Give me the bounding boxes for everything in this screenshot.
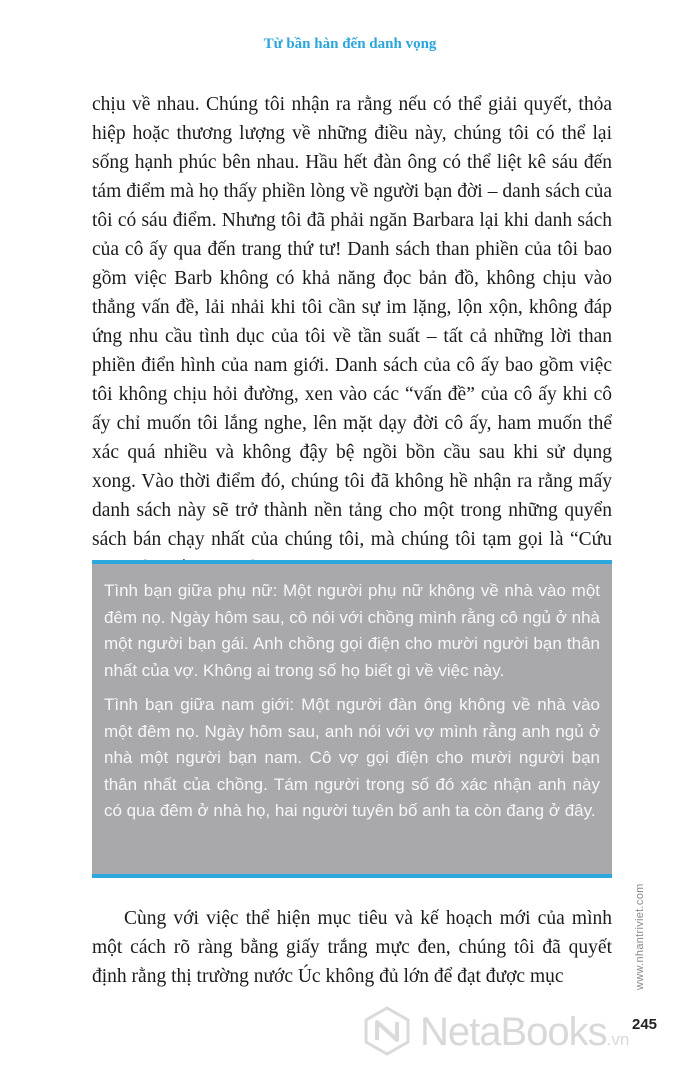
publisher-url: www.nhantriviet.com <box>634 883 646 990</box>
page-number: 245 <box>632 1016 658 1033</box>
callout-content <box>104 578 600 833</box>
netabooks-watermark <box>362 1006 692 1058</box>
netabooks-logo-icon <box>362 1006 412 1056</box>
watermark-brand: NetaBooks <box>420 1010 607 1054</box>
callout-paragraph-1: Tình bạn giữa phụ nữ: Một người phụ nữ không về nhà vào một đêm nọ. Ngày hôm sau, cô nói với chồng mình rằng cô ngủ ở nhà một người bạn gái. Anh chồng gọi điện cho mười người bạn thân nhất của vợ. Không ai trong số họ biết gì về việc này. <box>104 581 600 680</box>
callout-box <box>92 560 612 878</box>
body-paragraph-1: chịu về nhau. Chúng tôi nhận ra rằng nếu có thể giải quyết, thỏa hiệp hoặc thương lượng về những điều này, chúng tôi có thể lại sống hạnh phúc bên nhau. Hầu hết đàn ông có thể liệt kê sáu đến tám điểm mà họ thấy phiền lòng về người bạn đời – danh sách của tôi có sáu điểm. Nhưng tôi đã phải ngăn Barbara lại khi danh sách của cô ấy qua đến trang thứ tư! Danh sách than phiền của tôi bao gồm việc Barb không có khả năng đọc bản đồ, không chịu vào thẳng vấn đề, lải nhải khi tôi cần sự im lặng, lộn xộn, không đáp ứng nhu cầu tình dục của tôi về tần suất – tất cả những lời than phiền điển hình của nam giới. Danh sách của cô ấy bao gồm việc tôi không chịu hỏi đường, xen vào các “vấn đề” của cô ấy khi cô ấy chỉ muốn tôi lắng nghe, lên mặt dạy đời cô ấy, ham muốn thể xác quá nhiều và không đậy bệ ngồi bồn cầu sau khi sử dụng xong. Vào thời điểm đó, chúng tôi đã không hề nhận ra rằng mấy danh sách này sẽ trở thành nền tảng cho một trong những quyển sách bán chạy nhất của chúng tôi, mà chúng tôi tạm gọi là “Cứu <box>92 94 612 550</box>
body-paragraph-2: Cùng với việc thể hiện mục tiêu và kế hoạch mới của mình một cách rõ ràng bằng giấy trắng mực đen, chúng tôi đã quyết định rằng thị trường nước Úc không đủ lớn để đạt được mục <box>92 908 612 987</box>
callout-paragraph-2: Tình bạn giữa nam giới: Một người đàn ông không về nhà vào một đêm nọ. Ngày hôm sau, anh nói với vợ mình rằng anh ngủ ở nhà một người bạn nam. Cô vợ gọi điện cho mười người bạn thân nhất của chồng. Tám người trong số đó xác nhận anh này có qua đêm ở nhà họ, hai người tuyên bố anh ta còn đang ở đây. <box>104 695 600 820</box>
running-header-title: Từ bần hàn đến danh vọng <box>263 36 437 52</box>
watermark-suffix: .vn <box>606 1030 630 1049</box>
watermark-text <box>420 1010 629 1062</box>
